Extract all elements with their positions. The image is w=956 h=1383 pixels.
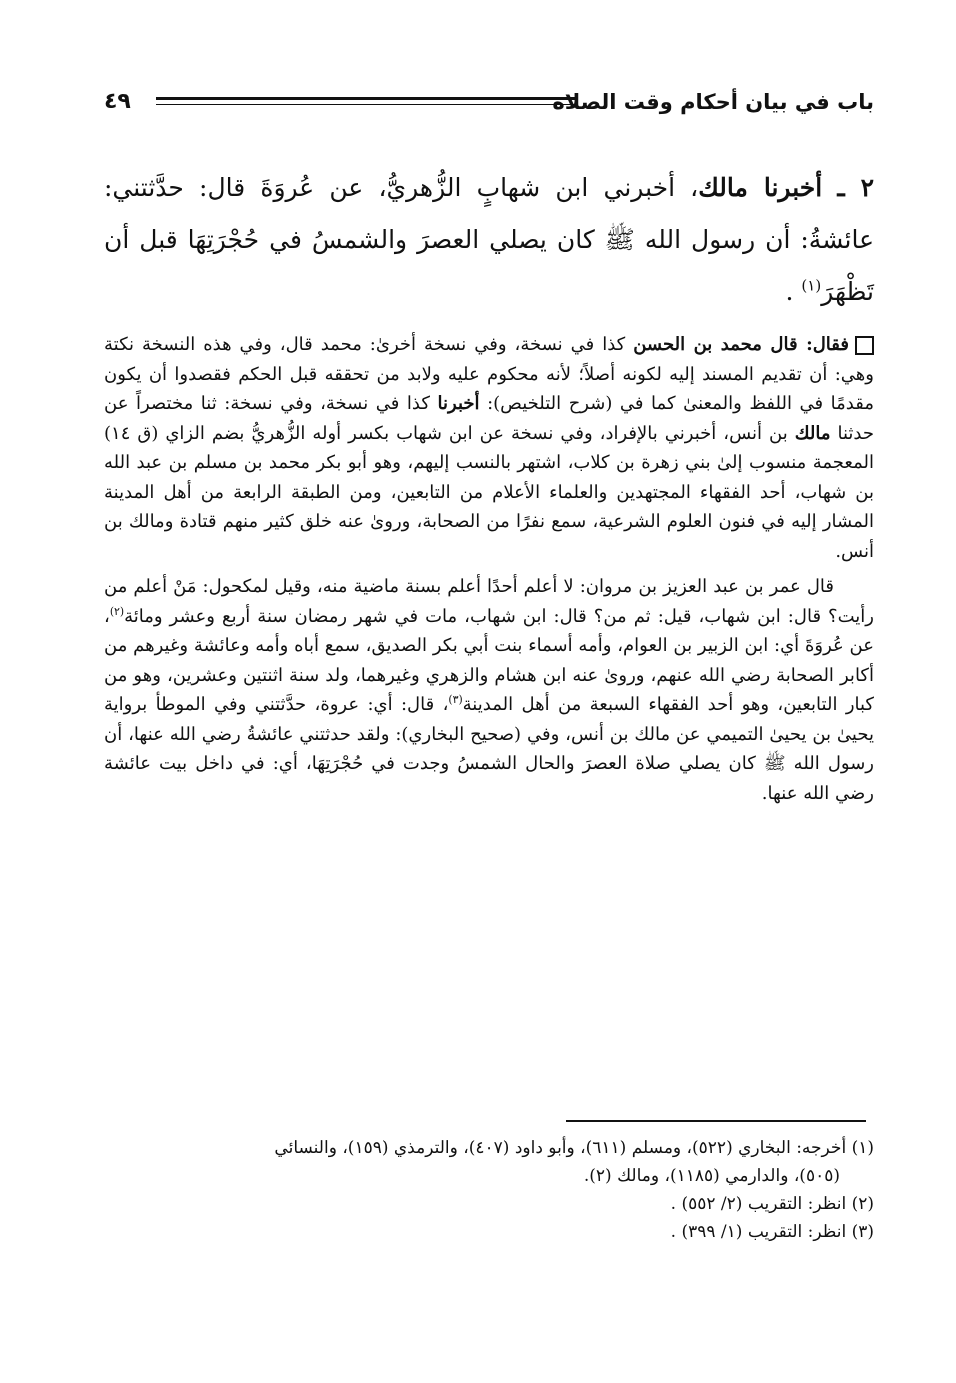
footnote-ref-3: (٣)	[448, 693, 463, 706]
commentary	[104, 330, 874, 814]
chapter-title: باب في بيان أحكام وقت الصلاة	[552, 90, 874, 114]
term-akhbarana: أخبرنا	[437, 393, 480, 414]
footnote-3	[104, 1218, 874, 1246]
footnote-2	[104, 1190, 874, 1218]
hadith-narrator: أخبرنا مالك	[698, 173, 823, 202]
hadith-end: .	[785, 277, 802, 306]
footnote-mark: (١)	[851, 1138, 874, 1158]
header-rule-thin	[156, 104, 578, 105]
footnote-mark: (٣)	[851, 1222, 874, 1242]
commentary-text-e: ، عن عُروَةَ أي: ابن الزبير بن العوام، وأمه أسماء بنت أبي بكر الصديق، سمع أباه وأمه وعائشة وغيرهم من أكابر الصحابة رضي الله عنهم، وروىٰ عنه ابن هشام والزهري وغيرهما، ولد سنة اثنتين وعشرين، وهو من كبار التابعين، وهو أحد الفقهاء السبعة من أهل المدينة	[104, 605, 874, 715]
commentary-lead: فقال: قال محمد بن الحسن	[633, 334, 850, 355]
footnote-text: انظر: التقريب (٢/ ٥٥٢) .	[670, 1194, 847, 1214]
commentary-text-b: كذا في نسخة، وفي نسخة: ثنا مختصراً عن حدثنا	[104, 393, 874, 444]
square-marker-icon	[855, 336, 874, 355]
footnote-1-continuation: (٥٠٥)، والدارمي (١١٨٥)، ومالك (٢).	[583, 1166, 840, 1186]
commentary-text-d: قال عمر بن عبد العزيز بن مروان: لا أعلم أحدًا أعلم بسنة ماضية منه، وقيل لمكحول: مَنْ أعلم من رأيت؟ قال: ابن شهاب، قيل: ثم من؟ قال: ابن شهاب، مات في شهر رمضان سنة أربع وعشر ومائة	[104, 576, 874, 627]
commentary-text-a: كذا في نسخة، وفي نسخة أخرىٰ: محمد قال، وفي هذه النسخة نكتة وهي: أن تقديم المسند إليه لكونه أصلاً؛ لأنه محكوم عليه ولابد من تحققه قبل الحكم فقصدوا أن يكون مقدمًا في اللفظ والمعنىٰ كما في (شرح التلخيص):	[104, 334, 874, 414]
footnote-text: أخرجه: البخاري (٥٢٢)، ومسلم (٦١١)، وأبو داود (٤٠٧)، والترمذي (١٥٩)، والنسائي	[274, 1138, 847, 1158]
running-header	[104, 84, 874, 120]
header-rule	[156, 97, 578, 100]
footnote-ref-2: (٢)	[109, 604, 125, 618]
footnote-ref-1: (١)	[801, 276, 822, 295]
footnotes	[104, 1134, 874, 1246]
footnote-rule	[566, 1120, 866, 1122]
page-number: ٤٩	[104, 89, 131, 114]
term-malik: مالك	[794, 422, 831, 444]
footnote-mark: (٢)	[851, 1194, 874, 1214]
commentary-text-f: ، قال: أي: عروة، حدَّثتني وفي الموطأ برواية يحيىٰ بن يحيىٰ التميمي عن مالك بن أنس، وفي (صحيح البخاري): ولقد حدثتني عائشةُ رضي الله عنها، أن رسول الله ﷺ كان يصلي صلاة العصرَ والحال الشمسُ وجدت في حُجْرَتِهَا، أي: في داخل بيت عائشة رضي الله عنها.	[104, 694, 874, 804]
hadith-text	[104, 162, 874, 318]
hadith-body: ، أخبرني ابن شهابٍ الزُّهريُّ، عن عُروَةَ قال: حدَّثتني: عائشةُ: أن رسول الله ﷺ كان يصلي العصرَ والشمسُ في حُجْرَتِهَا قبل أن تَظْهَرَ	[104, 173, 874, 306]
commentary-text-c: بن أنس، أخبرني بالإفراد، وفي نسخة عن ابن شهاب بكسر أوله الزُّهريُّ بضم الزاي (ق ١٤) المعجمة منسوب إلىٰ بني زهرة بن كلاب، اشتهر بالنسب إليهم، وهو أبو بكر محمد بن مسلم بن عبد الله بن شهاب، أحد الفقهاء المجتهدين والعلماء الأعلام من التابعين، ومن الطبقة الرابعة من أهل المدينة المشار إليه في فنون العلوم الشرعية، سمع نفرًا من الصحابة، وروىٰ عنه خلق كثير منهم قتادة ومالك بن أنس.	[104, 422, 874, 562]
footnote-1	[104, 1134, 874, 1162]
commentary-paragraph-2	[104, 572, 874, 808]
footnote-text: انظر: التقريب (١/ ٣٩٩) .	[670, 1222, 847, 1242]
hadith-number: ٢ ـ	[837, 173, 874, 202]
commentary-paragraph-1	[104, 330, 874, 566]
